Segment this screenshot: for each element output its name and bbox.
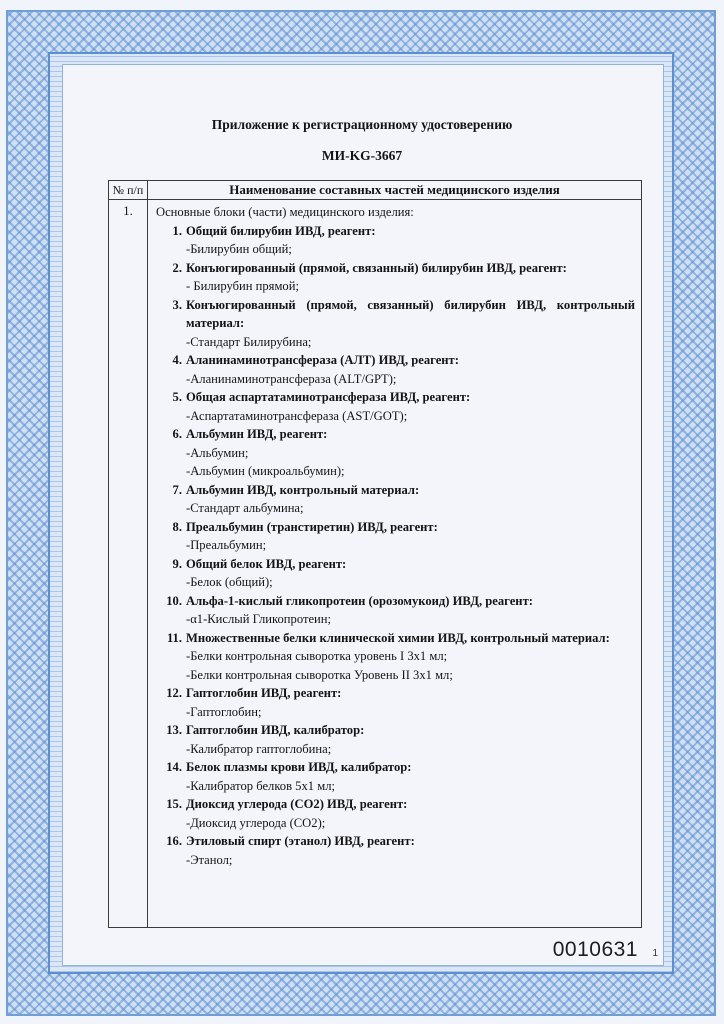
item-number: 11. <box>166 630 182 645</box>
table-header-row <box>109 181 642 200</box>
item-content <box>182 296 635 352</box>
list-item <box>156 425 635 481</box>
list-item <box>156 684 635 721</box>
item-subentry: -Калибратор гаптоглобина; <box>186 741 332 756</box>
row-content <box>148 200 642 928</box>
item-title: Аланинаминотрансфераза (АЛТ) ИВД, реагент: <box>186 353 459 367</box>
item-title: Гаптоглобин ИВД, реагент: <box>186 686 342 700</box>
item-number: 1. <box>172 223 182 238</box>
item-subentry: -Калибратор белков 5x1 мл; <box>186 778 335 793</box>
list-item <box>156 592 635 629</box>
item-subentry: -Стандарт Билирубина; <box>186 334 312 349</box>
item-title: Общий белок ИВД, реагент: <box>186 556 347 571</box>
section-intro: Основные блоки (части) медицинского изделия: <box>156 205 414 219</box>
list-item <box>156 555 635 592</box>
item-content <box>182 259 635 296</box>
list-item <box>156 351 635 388</box>
item-content <box>182 684 635 721</box>
document-title: Приложение к регистрационному удостоверению <box>211 117 513 132</box>
item-content <box>182 795 635 832</box>
list-item <box>156 296 635 352</box>
item-content <box>182 222 635 259</box>
row-number: 1. <box>109 200 148 928</box>
item-subentry: -Этанол; <box>186 852 233 867</box>
item-title: Альбумин ИВД, реагент: <box>186 427 328 441</box>
item-title: Альбумин ИВД, контрольный материал: <box>186 482 420 497</box>
serial-number: 0010631 <box>552 938 638 961</box>
item-title: Альфа-1-кислый гликопротеин (орозомукоид) ИВД, реагент: <box>186 593 533 608</box>
item-title: Множественные белки клинической химии ИВД, контрольный материал: <box>186 630 610 645</box>
item-content <box>182 481 635 518</box>
components-table <box>108 180 642 928</box>
list-item <box>156 259 635 296</box>
item-number: 9. <box>172 556 182 571</box>
list-item <box>156 518 635 555</box>
item-number: 14. <box>166 760 182 774</box>
column-header-name: Наименование составных частей медицинского изделия <box>148 181 642 200</box>
item-subentry: -Аланинаминотрансфераза (ALT/GPT); <box>186 371 397 386</box>
item-content <box>182 388 635 425</box>
item-content <box>182 721 635 758</box>
item-title: Конъюгированный (прямой, связанный) билирубин ИВД, реагент: <box>186 260 567 275</box>
item-title: Этиловый спирт (этанол) ИВД, реагент: <box>186 834 415 848</box>
item-number: 15. <box>166 797 182 811</box>
item-title: Конъюгированный (прямой, связанный) билирубин ИВД, контрольный материал: <box>186 297 635 330</box>
item-subentry: -Альбумин; <box>186 445 249 460</box>
item-title: Белок плазмы крови ИВД, калибратор: <box>186 760 412 774</box>
item-title: Общий билирубин ИВД, реагент: <box>186 223 376 238</box>
item-content <box>182 425 635 481</box>
item-number: 5. <box>172 390 182 404</box>
item-number: 7. <box>172 482 182 497</box>
list-item <box>156 629 635 685</box>
item-number: 16. <box>166 834 182 848</box>
item-subentry: -Белок (общий); <box>186 575 273 589</box>
list-item <box>156 721 635 758</box>
item-subentry: -Преальбумин; <box>186 538 267 552</box>
item-subentry: -Белки контрольная сыворотка уровень I 3x1 мл; <box>186 649 448 663</box>
item-number: 4. <box>172 353 182 367</box>
item-number: 12. <box>166 686 182 700</box>
item-number: 10. <box>166 593 182 608</box>
list-item <box>156 481 635 518</box>
item-content <box>182 758 635 795</box>
list-item <box>156 832 635 869</box>
item-number: 3. <box>172 297 182 312</box>
item-title: Диоксид углерода (СО2) ИВД, реагент: <box>186 797 408 811</box>
item-subentry: -Стандарт альбумина; <box>186 501 304 515</box>
item-subentry: -Билирубин общий; <box>186 242 292 256</box>
item-subentry: -Белки контрольная сыворотка Уровень II 3x1 мл; <box>186 667 453 682</box>
table-row <box>109 200 642 928</box>
item-title: Общая аспартатаминотрансфераза ИВД, реагент: <box>186 390 471 404</box>
item-subentry: -Диоксид углерода (CO2); <box>186 815 326 830</box>
item-content <box>182 351 635 388</box>
item-content <box>182 592 635 629</box>
item-number: 13. <box>166 723 182 737</box>
item-subentry: -Аспартатаминотрансфераза (AST/GOT); <box>186 408 408 423</box>
item-content <box>182 629 635 685</box>
item-subentry: -Альбумин (микроальбумин); <box>186 464 345 478</box>
column-header-number: № п/п <box>109 181 148 200</box>
item-number: 8. <box>172 519 182 534</box>
list-item <box>156 795 635 832</box>
list-item <box>156 758 635 795</box>
list-item <box>156 222 635 259</box>
registration-number: МИ-KG-3667 <box>321 148 403 163</box>
item-title: Гаптоглобин ИВД, калибратор: <box>186 723 365 737</box>
list-item <box>156 388 635 425</box>
item-subentry: - Билирубин прямой; <box>186 279 299 293</box>
item-content <box>182 555 635 592</box>
item-content <box>182 518 635 555</box>
item-content <box>182 832 635 869</box>
item-subentry: -α1-Кислый Гликопротеин; <box>186 612 332 626</box>
page-number: 1 <box>652 948 658 959</box>
item-number: 6. <box>172 427 182 441</box>
component-list <box>156 222 635 870</box>
item-title: Преальбумин (транстиретин) ИВД, реагент: <box>186 519 438 534</box>
item-subentry: -Гаптоглобин; <box>186 704 262 719</box>
item-number: 2. <box>172 260 182 275</box>
